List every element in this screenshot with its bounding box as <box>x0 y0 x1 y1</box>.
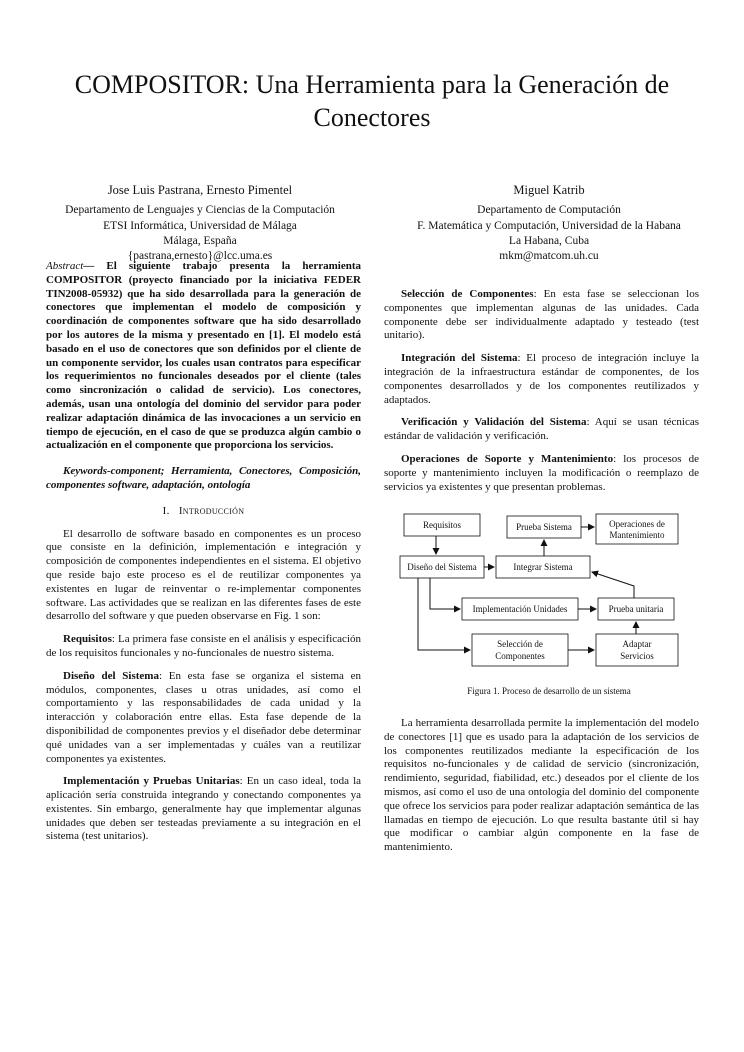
section-heading <box>46 505 361 519</box>
paragraph-term: Verificación y Validación del Sistema <box>401 416 587 429</box>
label-prueba-unitaria: Prueba unitaria <box>608 604 664 614</box>
paragraph: La herramienta desarrollada permite la implementación del modelo de conectores [1] que es usado para la adaptación de los servicios de los componentes reutilizados mediante la especificación de los requisitos no-funcionales y de calidad de servicio (sincronización, rendimiento, seguridad, fiabilidad, etc.) deseados por el cliente de los mismos, así como el uso de una ontología del dominio del componente que ofrece los servicios para poder realizar adaptación semántica de las llamadas en tiempo de ejecución. Lo que resulta bastante útil si hay que modificar o cambiar algún componente en la fase de mantenimiento. <box>384 717 699 854</box>
paragraph-term: Requisitos <box>63 633 112 646</box>
paragraph <box>384 416 699 444</box>
arrow-prueba-integrar <box>592 572 634 598</box>
paragraph <box>46 670 361 767</box>
label-seleccion: Selección de <box>497 639 543 649</box>
paragraph <box>384 352 699 407</box>
paragraph-text: : En esta fase se organiza el sistema en módulos, componentes, clases u otras unidades, así como el comportamiento y las responsabilidades de cada unidad y la interacción y colaboración entre ellas. Esta fase depende de la disponibilidad de componentes previos y el diseñador debe determinar qué unidades van a ser implementadas y cuáles van a reutilizar componentes ya existentes. <box>46 669 361 765</box>
paragraph <box>384 288 699 343</box>
paragraph-text: : En esta fase se seleccionan los componentes que implementan algunas de las unidades. Cada componente debe ser individualmente adaptado y testeado (test unitario). <box>384 288 699 342</box>
label-prueba-sistema: Prueba Sistema <box>516 522 572 532</box>
paragraph-text: : El proceso de integración incluye la integración de la infraestructura estándar de componentes, de los componentes desarrollados y de los componentes reutilizados y adaptados. <box>384 352 700 406</box>
label-requisitos: Requisitos <box>422 520 462 530</box>
label-implementacion: Implementación Unidades <box>472 604 568 614</box>
paragraph <box>384 453 699 494</box>
paragraph <box>46 528 361 625</box>
author-affiliation: ETSI Informática, Universidad de Málaga <box>103 219 297 232</box>
figure-diagram <box>396 510 700 670</box>
author-name: Jose Luis Pastrana, Ernesto Pimentel <box>107 183 293 197</box>
author-location: La Habana, Cuba <box>508 234 590 247</box>
paragraph-term: Diseño del Sistema <box>63 669 159 682</box>
author-location: Málaga, España <box>163 234 237 247</box>
label-adaptar: Adaptar <box>622 639 652 649</box>
label-operaciones: Operaciones de <box>609 519 665 529</box>
author-email: mkm@matcom.uh.cu <box>499 250 599 263</box>
author-email: {pastrana,ernesto}@lcc.uma.es <box>127 250 273 263</box>
paragraph-term: Selección de Componentes <box>401 288 534 300</box>
section-number: I. <box>162 504 170 517</box>
keywords: Keywords-component; Herramienta, Conectores, Composición, componentes software, adaptación, ontología <box>46 465 361 491</box>
paragraph-text: : La primera fase consiste en el análisis y especificación de los requisitos funcionales y no-funcionales de nuestro sistema. <box>46 633 361 659</box>
right-column-bottom <box>384 717 699 864</box>
paragraph <box>46 775 361 844</box>
paragraph-text: : En un caso ideal, toda la aplicación sería construida integrando y conectando componentes ya existentes. Sin embargo, generalmente hay que implementar algunas unidades que deben ser testeadas previamente a su integración en el sistema (test unitarios). <box>46 775 362 843</box>
paper-title: COMPOSITOR: Una Herramienta para la Generación de Conectores <box>74 70 670 132</box>
right-column <box>384 288 699 503</box>
paragraph <box>46 633 361 661</box>
paragraph-text: : Aquí se usan técnicas estándar de validación y verificación. <box>384 416 700 443</box>
paragraph-term: Operaciones de Soporte y Mantenimiento <box>401 452 614 465</box>
paragraph-text: : los procesos de soporte y mantenimiento incluyen la modificación o reemplazo de servicios ya existentes y que presentan problemas. <box>384 452 699 493</box>
figure-caption: Figura 1. Proceso de desarrollo de un sistema <box>467 686 631 696</box>
label-diseno: Diseño del Sistema <box>407 562 477 572</box>
author-block-1 <box>40 183 360 264</box>
section-title: Introducción <box>178 504 245 517</box>
author-affiliation: Departamento de Computación <box>477 204 621 217</box>
label-seleccion: Componentes <box>495 651 545 661</box>
author-affiliation: F. Matemática y Computación, Universidad de la Habana <box>417 219 681 232</box>
label-operaciones: Mantenimiento <box>609 530 665 540</box>
paragraph-term: Integración del Sistema <box>401 352 518 365</box>
abstract-dash: — <box>83 260 95 272</box>
abstract-text: El siguiente trabajo presenta la herramienta COMPOSITOR (proyecto financiado por la iniciativa FEDER TIN2008-05932) que ha sido desarrollada para la generación de conectores que implementan el modelo de composición y coordinación de componentes software que ha sido desarrollado por los autores de la misma y presentado en [1]. El modelo está basado en el uso de conectores que son definidos por el cliente de un componente servidor, los cuales usan contratos para especificar los requerimientos no funcionales deseados por el cliente (tales como sincronización o calidad de servicio). Los conectores, además, usan una ontología del dominio del servidor para poder realizar adaptación dinámica de las invocaciones a un servicio en tiempo de ejecución, en el caso de que se produzca algún cambio o actualización en el componente que proporciona los servicios. <box>46 260 362 452</box>
abstract-label: Abstract <box>46 260 84 272</box>
paragraph-term: Implementación y Pruebas Unitarias <box>63 775 240 788</box>
abstract <box>46 260 361 453</box>
author-affiliation: Departamento de Lenguajes y Ciencias de la Computación <box>65 204 335 217</box>
label-adaptar: Servicios <box>620 651 654 661</box>
arrow-diseno-implementacion <box>430 578 460 609</box>
left-column <box>46 260 361 853</box>
label-integrar: Integrar Sistema <box>513 562 573 572</box>
author-name: Miguel Katrib <box>513 183 585 197</box>
paragraph-text: El desarrollo de software basado en componentes es un proceso que consiste en la definición, implementación e integración y composición de componentes independientes en el sistema. El objetivo que reside bajo este proceso es el de reutilizar componentes ya existentes en lugar de reinventar o re-implementar componentes software. Las actividades que se realizan en las diferentes fases de este desarrollo del software y que pueden observarse en Fig. 1 son: <box>46 527 361 623</box>
author-block-2 <box>384 183 714 264</box>
